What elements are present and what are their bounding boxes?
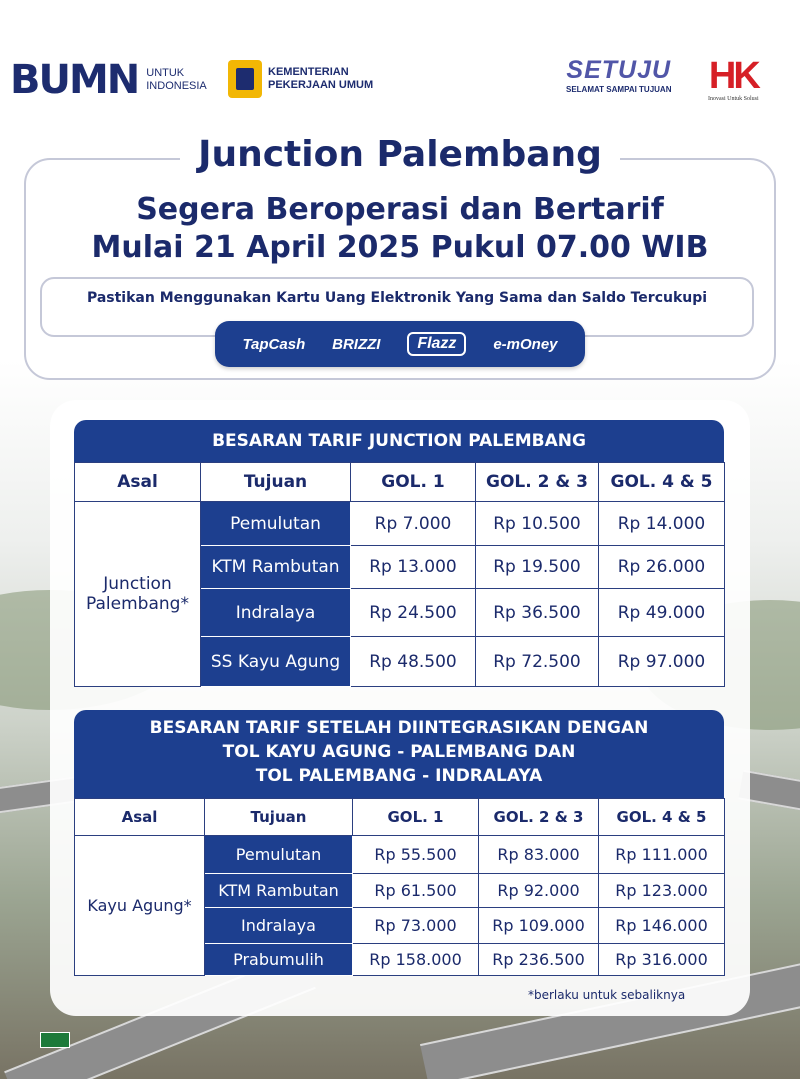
notice-text: Pastikan Menggunakan Kartu Uang Elektronik Yang Sama dan Saldo Tercukupi (86, 290, 708, 306)
tariff-gol-2-3: Rp 36.500 (476, 589, 599, 637)
header-gol-2-3: GOL. 2 & 3 (476, 463, 599, 502)
tariff-gol-1: Rp 158.000 (353, 944, 479, 976)
table-row (75, 502, 725, 546)
tariff-gol-2-3: Rp 19.500 (476, 546, 599, 589)
emoney-logo: e-mOney (493, 335, 558, 353)
destination-cell: KTM Rambutan (205, 874, 353, 908)
tariff-table-junction-title: BESARAN TARIF JUNCTION PALEMBANG (74, 420, 724, 462)
tariff-gol-1: Rp 55.500 (353, 836, 479, 874)
tapcash-logo: TapCash (242, 335, 306, 353)
destination-cell: Indralaya (201, 589, 351, 637)
tariff-gol-1: Rp 61.500 (353, 874, 479, 908)
bumn-logo-text-2: INDONESIA (146, 80, 207, 92)
header-asal: Asal (75, 799, 205, 836)
pu-logo (228, 60, 373, 98)
tariff-gol-4-5: Rp 14.000 (599, 502, 725, 546)
tariff-gol-2-3: Rp 236.500 (479, 944, 599, 976)
destination-cell: Pemulutan (201, 502, 351, 546)
tariff-gol-4-5: Rp 97.000 (599, 637, 725, 687)
table-header-row (75, 463, 725, 502)
hk-logo-mark: HK (708, 55, 758, 97)
logo-bar (0, 52, 800, 112)
integrated-title-line-3: TOL PALEMBANG - INDRALAYA (255, 766, 543, 786)
pu-emblem-icon (228, 60, 262, 98)
tariff-gol-4-5: Rp 26.000 (599, 546, 725, 589)
tariff-gol-2-3: Rp 109.000 (479, 908, 599, 944)
tariff-gol-4-5: Rp 111.000 (599, 836, 725, 874)
origin-cell: Kayu Agung* (75, 836, 205, 976)
footnote: *berlaku untuk sebaliknya (528, 988, 686, 1002)
hk-logo-tagline: Inovasi Untuk Solusi (708, 96, 759, 102)
header-gol-1: GOL. 1 (353, 799, 479, 836)
tariff-gol-2-3: Rp 92.000 (479, 874, 599, 908)
tariff-table-integrated (74, 710, 724, 976)
header-gol-4-5: GOL. 4 & 5 (599, 799, 725, 836)
tariff-gol-1: Rp 24.500 (351, 589, 476, 637)
header-asal: Asal (75, 463, 201, 502)
pu-logo-text-2: PEKERJAAN UMUM (268, 79, 374, 91)
header-tujuan: Tujuan (201, 463, 351, 502)
origin-cell: Junction Palembang* (75, 502, 201, 687)
tariff-gol-1: Rp 7.000 (351, 502, 476, 546)
hk-logo (708, 56, 759, 102)
tariff-gol-2-3: Rp 10.500 (476, 502, 599, 546)
headline-title: Junction Palembang (180, 134, 620, 175)
tariff-gol-2-3: Rp 72.500 (476, 637, 599, 687)
setuju-logo-tagline: SELAMAT SAMPAI TUJUAN (566, 85, 672, 94)
integrated-title-line-2: TOL KAYU AGUNG - PALEMBANG DAN (222, 742, 576, 762)
integrated-title-line-1: BESARAN TARIF SETELAH DIINTEGRASIKAN DENGAN (149, 718, 649, 738)
header-gol-2-3: GOL. 2 & 3 (479, 799, 599, 836)
bumn-logo-mark: BUMN (10, 57, 139, 103)
tariff-gol-4-5: Rp 123.000 (599, 874, 725, 908)
bumn-logo (10, 57, 207, 103)
brizzi-logo: BRIZZI (332, 335, 381, 353)
tariff-gol-1: Rp 48.500 (351, 637, 476, 687)
setuju-logo-mark: SETUJU (566, 56, 672, 84)
flazz-logo: Flazz (407, 332, 466, 356)
header-gol-4-5: GOL. 4 & 5 (599, 463, 725, 502)
bumn-logo-text-1: UNTUK (146, 67, 185, 79)
tariff-gol-2-3: Rp 83.000 (479, 836, 599, 874)
header-gol-1: GOL. 1 (351, 463, 476, 502)
tariff-table-integrated-title (74, 710, 724, 798)
destination-cell: Prabumulih (205, 944, 353, 976)
pu-logo-text-1: KEMENTERIAN (268, 66, 349, 78)
header-tujuan: Tujuan (205, 799, 353, 836)
destination-cell: Indralaya (205, 908, 353, 944)
table-row (75, 836, 725, 874)
destination-cell: KTM Rambutan (201, 546, 351, 589)
tariff-gol-4-5: Rp 146.000 (599, 908, 725, 944)
tariff-gol-4-5: Rp 49.000 (599, 589, 725, 637)
tariff-gol-1: Rp 73.000 (353, 908, 479, 944)
destination-cell: SS Kayu Agung (201, 637, 351, 687)
table-header-row (75, 799, 725, 836)
payment-cards-bar (215, 321, 585, 367)
setuju-logo (566, 56, 671, 94)
headline-line-1: Segera Beroperasi dan Bertarif (136, 192, 664, 227)
headline-title-wrap (0, 134, 800, 175)
tariff-gol-4-5: Rp 316.000 (599, 944, 725, 976)
destination-cell: Pemulutan (205, 836, 353, 874)
headline-line-2: Mulai 21 April 2025 Pukul 07.00 WIB (91, 230, 709, 265)
tariff-gol-1: Rp 13.000 (351, 546, 476, 589)
tariff-table-junction (74, 420, 724, 687)
